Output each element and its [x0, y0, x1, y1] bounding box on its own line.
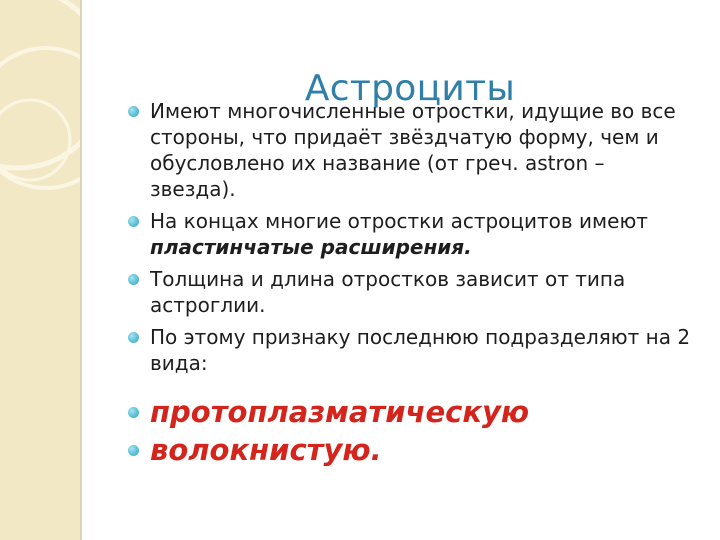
bullet-text: На концах многие отростки астроцитов имеют: [150, 209, 648, 233]
bullet-icon: [128, 407, 139, 418]
bullet-icon: [128, 274, 139, 285]
bullet-text: Толщина и длина отростков зависит от типа астроглии.: [150, 267, 626, 317]
bullet-icon: [128, 106, 139, 117]
bullet-icon: [128, 445, 139, 456]
type-text: протоплазматическую: [150, 395, 530, 429]
type-item: [126, 432, 696, 468]
bullet-icon: [128, 216, 139, 227]
type-text: волокнистую.: [150, 433, 382, 467]
slide-content: [126, 98, 696, 470]
bullet-text: Имеют многочисленные отростки, идущие во все стороны, что придаёт звёздчатую форму, чем и обусловлено их название (от греч. astron – звезда).: [150, 99, 676, 201]
bullet-emphasis: пластинчатые расширения.: [150, 235, 472, 259]
decorative-sidebar: [0, 0, 80, 540]
bullet-item: [126, 208, 696, 260]
slide-title: Астроциты: [304, 68, 516, 110]
bullet-icon: [128, 332, 139, 343]
type-item: [126, 394, 696, 430]
decorative-circles: [0, 0, 80, 540]
sidebar-divider: [80, 0, 82, 540]
bullet-item: [126, 324, 696, 376]
bullet-text: По этому признаку последнюю подразделяют на 2 вида:: [150, 325, 691, 375]
bullet-item: [126, 98, 696, 202]
bullet-item: [126, 266, 696, 318]
